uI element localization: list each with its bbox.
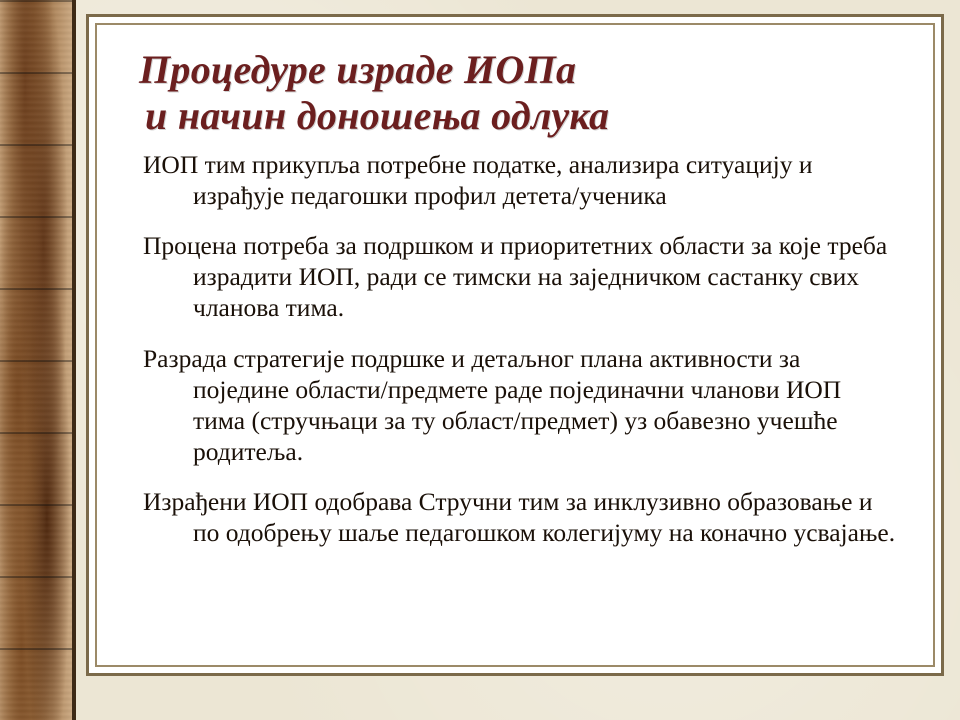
content-card-inner-frame [95, 23, 935, 667]
slide-title-line-2: и начин доношења одлука [145, 93, 610, 139]
list-item [143, 231, 899, 324]
bullet-text-2: Процена потреба за подршком и приоритетних области за које треба израдити ИОП, ради се тимски на заједничком састанку свих чланова тима. [143, 231, 888, 323]
decorative-left-band [0, 0, 72, 720]
list-item [143, 487, 899, 549]
slide-title [139, 47, 905, 140]
slide-title-line-1: Процедуре израде ИОПа [139, 47, 577, 92]
bullet-list [127, 150, 905, 549]
bullet-text-1: ИОП тим прикупља потребне податке, анализира ситуацију и израђује педагошки профил детета/ученика [143, 149, 813, 210]
list-item [143, 344, 899, 467]
content-card-outer-frame [86, 14, 944, 676]
bullet-text-4: Израђени ИОП одобрава Стручни тим за инклузивно образовање и по одобрењу шаље педагошком колегијуму на коначно усвајање. [143, 487, 896, 548]
bullet-text-3: Разрада стратегије подршке и детаљног плана активности за поједине области/предмете раде појединачни чланови ИОП тима (стручњаци за ту област/предмет) уз обавезно учешће родитеља. [143, 344, 842, 466]
decorative-band-edge [72, 0, 76, 720]
list-item [143, 150, 899, 212]
